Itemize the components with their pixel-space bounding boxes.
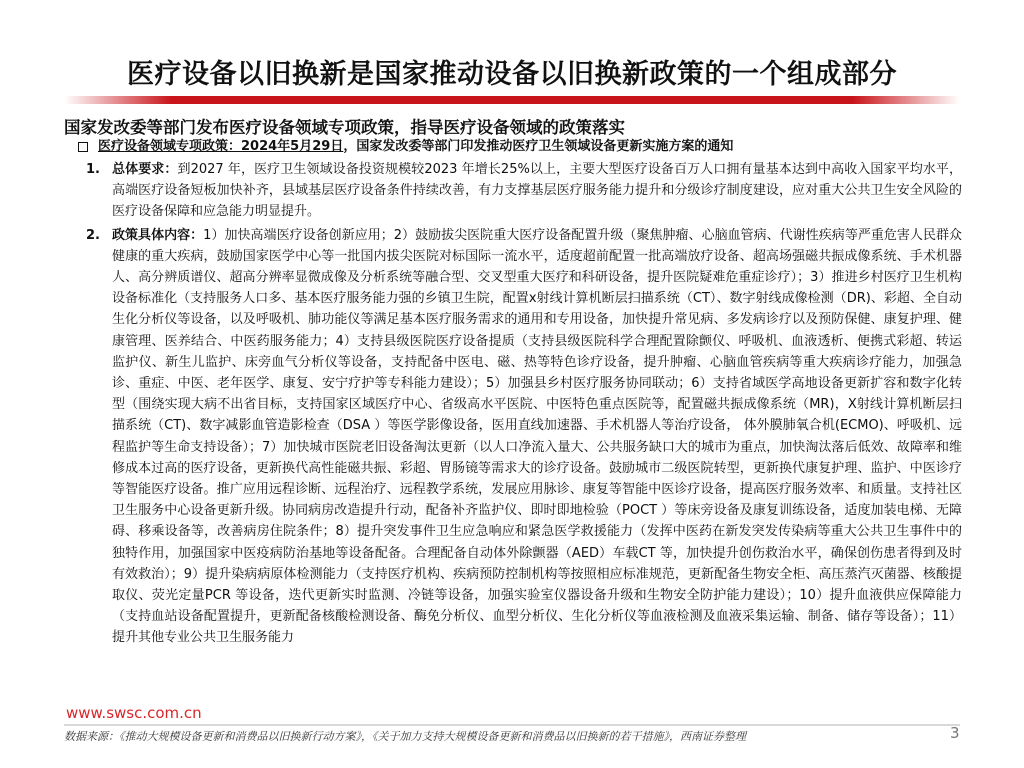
list-item	[86, 225, 964, 649]
item-body	[112, 159, 962, 223]
bullet-label: 医疗设备领域专项政策：2024年5月29日	[98, 139, 344, 154]
page-number: 3	[950, 724, 960, 742]
square-bullet-icon	[78, 142, 88, 152]
item-text: 到2027 年，医疗卫生领域设备投资规模较2023 年增长25%以上，主要大型医疗设备百万人口拥有量基本达到中高收入国家平均水平，高端医疗设备短板加快补齐，县域基层医疗设备条件持续改善，有力支撑基层医疗服务能力提升和分级诊疗制度建设，应对重大公共卫生安全风险的医疗设备保障和应急能力明显提升。	[112, 162, 962, 220]
item-body	[112, 225, 962, 649]
policy-bullet	[64, 137, 964, 157]
bullet-text	[98, 137, 733, 157]
item-label: 总体要求：	[112, 162, 178, 177]
list-item	[86, 159, 964, 223]
item-text: 1）加快高端医疗设备创新应用；2）鼓励拔尖医院重大医疗设备配置升级（聚焦肿瘤、心脑血管病、代谢性疾病等严重危害人民群众健康的重大疾病，鼓励国家医学中心等一批国内拔尖医院对标国际一流水平，适度超前配置一批高端放疗设备、超高场强磁共振成像系统、手术机器人、高分辨质谱仪、超高分辨率显微成像及分析系统等融合型、交叉型重大医疗和科研设备，提升医院疑难危重症诊疗）；3）推进乡村医疗卫生机构设备标准化（支持服务人口多、基本医疗服务能力强的乡镇卫生院，配置x射线计算机断层扫描系统（CT）、数字射线成像检测（DR)、彩超、全自动生化分析仪等设备，以及呼吸机、肺功能仪等满足基本医疗服务需求的通用和专用设备，加快提升常见病、多发病诊疗以及预防保健、康复护理、健康管理、医养结合、中医药服务能力；4）支持县级医院医疗设备提质（支持县级医院科学合理配置除颤仪、呼吸机、血液透析、便携式彩超、转运监护仪、新生儿监护、床旁血气分析仪等设备，支持配备中医电、磁、热等特色诊疗设备，提升肿瘤、心脑血管疾病等重大疾病诊疗能力，加强急诊、重症、中医、老年医学、康复、安宁疗护等专科能力建设）；5）加强县乡村医疗服务协同联动；6）支持省域医学高地设备更新扩容和数字化转型（围绕实现大病不出省目标，支持国家区域医疗中心、省级高水平医院、中医特色重点医院等，配置磁共振成像系统（MR)，X射线计算机断层扫描系统（CT)、数字减影血管造影检查（DSA ）等医学影像设备，医用直线加速器、手术机器人等治疗设备， 体外膜肺氧合机(ECMO)、呼吸机、远程监护等生命支持设备）；7）加快城市医院老旧设备淘汰更新（以人口净流入量大、公共服务缺口大的城市为重点，加快淘汰落后低效、故障率和维修成本过高的医疗设备，更新换代高性能磁共振、彩超、胃肠镜等需求大的诊疗设备。鼓励城市二级医院转型，更新换代康复护理、监护、中医诊疗等智能医疗设备。推广应用远程诊断、远程治疗、远程教学系统，发展应用脉诊、康复等智能中医诊疗设备，提高医疗服务效率、和质量。支持社区卫生服务中心设备更新升级。协同病房改造提升行动，配备补齐监护仪、即时即地检验（POCT ）等床旁设备及康复训练设备，适度加装电梯、无障碍、移乘设备等，改善病房住院条件；8）提升突发事件卫生应急响应和紧急医学救援能力（发挥中医药在新发突发传染病等重大公共卫生事件中的独特作用，加强国家中医疫病防治基地等设备配备。合理配备自动体外除颤器（AED）车载CT 等，加快提升创伤救治水平，确保创伤患者得到及时有效救治）；9）提升染病病原体检测能力（支持医疗机构、疾病预防控制机构等按照相应标准规范，更新配备生物安全柜、高压蒸汽灭菌器、核酸提取仪、荧光定量PCR 等设备，迭代更新实时监测、冷链等设备，加强实验室仪器设备升级和生物安全防护能力建设）；10）提升血液供应保障能力（支持血站设备配置提升，更新配备核酸检测设备、酶免分析仪、血型分析仪、生化分析仪等血液检测及血液采集运输、制备、储存等设备）；11）提升其他专业公共卫生服务能力	[112, 227, 962, 646]
website-watermark: www.swsc.com.cn	[66, 704, 202, 722]
item-number: 1.	[86, 162, 100, 177]
section-subtitle: 国家发改委等部门发布医疗设备领域专项政策，指导医疗设备领域的政策落实	[64, 118, 625, 137]
item-label: 政策具体内容：	[112, 227, 204, 243]
bullet-description: ，国家发改委等部门印发推动医疗卫生领域设备更新实施方案的通知	[343, 139, 734, 154]
item-number: 2.	[86, 227, 100, 243]
title-divider	[64, 96, 960, 104]
page-title: 医疗设备以旧换新是国家推动设备以旧换新政策的一个组成部分	[127, 59, 897, 90]
policy-content	[64, 137, 964, 649]
source-note: 数据来源：《推动大规模设备更新和消费品以旧换新行动方案》，《关于加力支持大规模设备更新和消费品以旧换新的若干措施》，西南证券整理	[64, 730, 746, 743]
footer-divider	[64, 724, 960, 726]
